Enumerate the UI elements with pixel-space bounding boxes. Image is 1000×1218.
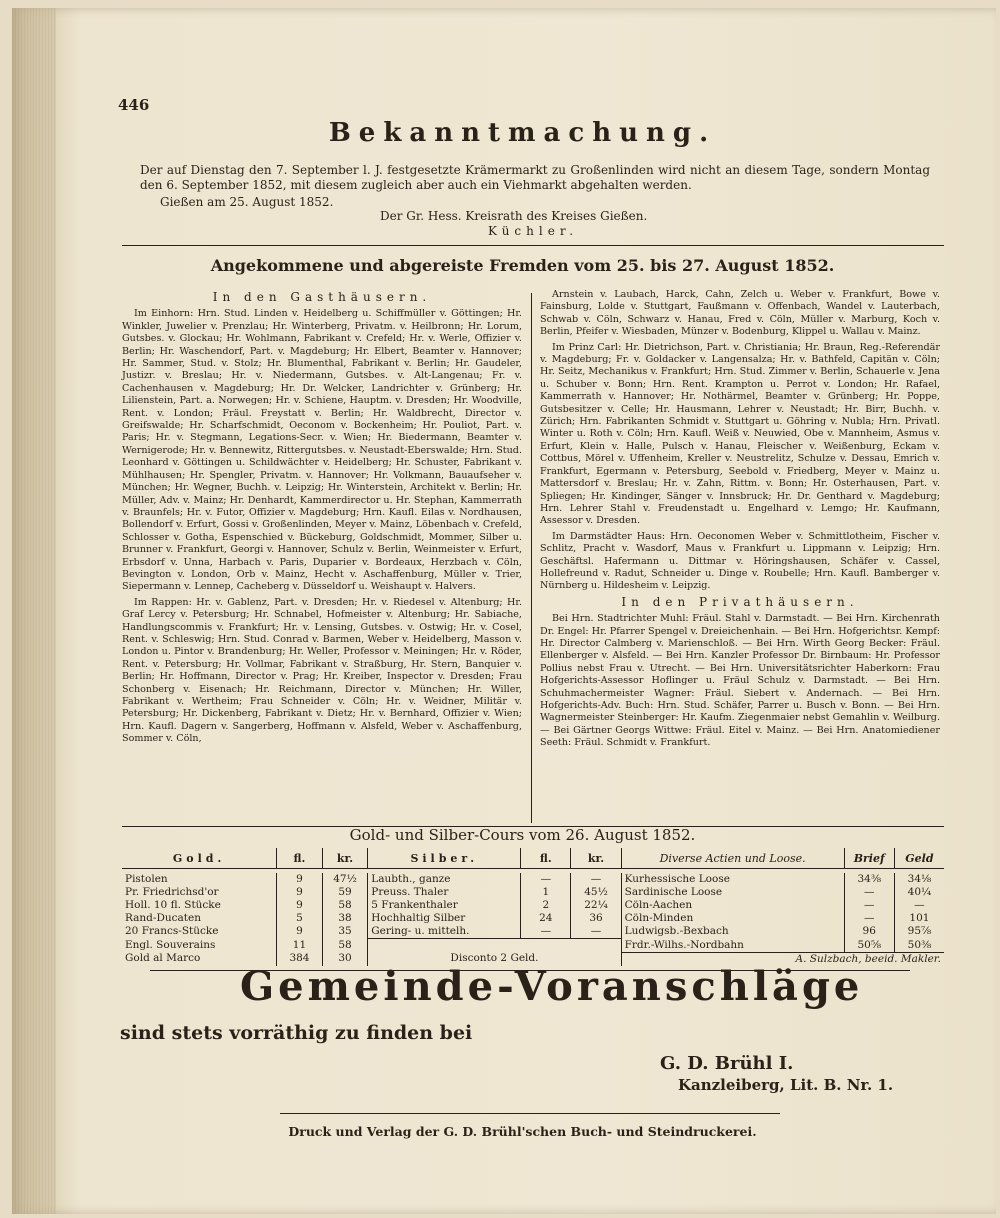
disconto-note: Disconto 2 Geld.	[368, 952, 621, 966]
advert-title: Gemeinde-Voranschläge	[240, 963, 864, 1010]
newspaper-page	[100, 85, 945, 1145]
silver-header: Silber.	[368, 848, 521, 869]
private-houses-list: Bei Hrn. Stadtrichter Muhl: Fräul. Stahl v. Darmstadt. — Bei Hrn. Kirchenrath Dr. Engel: Hr. Pfarrer Spengel v. Dreieichenhain. — Bei Hrn. Hofgerichtsr. Kempf: Hr. Director Calmberg v. Marienschloß. — Bei Hrn. Wirth Georg Becker: Fräul. Ellenberger v. Alsfeld. — Bei Hrn. Kanzler Professor Dr. Birnbaum: Hr. Professor Pollius nebst Frau v. Utrecht. — Bei Hrn. Universitätsrichter Haberkorn: Frau Hofgerichts-Assessor Hoflinger u. Fräul Schulz v. Darmstadt. — Bei Hrn. Schuhmachermeister Wagner: Fräul. Siebert v. Andernach. — Bei Hrn. Hofgerichts-Adv. Buch: Hrn. Stud. Schäfer, Parrer u. Busch v. Bonn. — Bei Hrn. Wagnermeister Steinberger: Hr. Kaufm. Ziegenmaier nebst Gemahlin v. Weilburg. — Bei Gärtner Georgs Wittwe: Fräul. Eitel v. Mainz. — Bei Hrn. Anatomiediener Seeth: Fräul. Schmidt v. Frankfurt.	[540, 613, 940, 749]
exchange-table	[122, 848, 944, 966]
book-page-edges	[12, 8, 56, 1214]
advert-line: sind stets vorräthig zu finden bei	[120, 1022, 473, 1044]
divider	[122, 245, 944, 246]
hotel-darmstaedter-haus-list: Im Darmstädter Haus: Hrn. Oeconomen Weber v. Schmittlotheim, Fischer v. Schlitz, Pracht v. Wasdorf, Maus v. Frankfurt u. Lippmann v. Leipzig; Hrn. Geschäftsl. Hafermann u. Dittmar v. Höringshausen, Schäfer v. Cassel, Hollefreund v. Radut, Schneider u. Dinge v. Roubelle; Hrn. Kaufl. Bamberger v. Nürnberg u. Hildesheim v. Leipzig.	[540, 530, 940, 592]
geld-header: Geld	[894, 848, 944, 869]
table-row: Rand-Ducaten 5 38 Hochhaltig Silber 24 36 Cöln-Minden — 101	[122, 912, 944, 925]
announcement-text: Der auf Dienstag den 7. September l. J. festgesetzte Krämermarkt zu Großenlinden wird nicht an diesem Tage, sondern Montag den 6. September 1852, mit diesem zugleich aber auch ein Viehmarkt abgehalten werden.	[140, 163, 930, 192]
broker-signature: A. Sulzbach, beeid. Makler.	[621, 952, 944, 966]
hotels-heading: In den Gasthäusern.	[212, 290, 432, 304]
table-row: Pistolen 9 47½ Laubth., ganze — — Kurhessische Loose 34⅜ 34⅛	[122, 873, 944, 886]
hotel-einhorn-list: Im Einhorn: Hrn. Stud. Linden v. Heidelberg u. Schiffmüller v. Göttingen; Hr. Winkler, Juwelier v. Prenzlau; Hr. Winterberg, Privatm. v. Heilbronn; Hr. Lorum, Gutsbes. v. Glockau; Hr. Wohlmann, Fabrikant v. Crefeld; Hr. v. Werle, Offizier v. Berlin; Hr. Waschendorf, Part. v. Magdeburg; Hr. Elbert, Beamter v. Hannover; Hr. Sammer, Stud. v. Stolz; Hr. Blumenthal, Fabrikant v. Berlin; Hr. Gaudeler, Justizr. v. Breslau; Hr. v. Niedermann, Gutsbes. v. Alt-Langenau; Fr. v. Cachenhausen v. Magdeburg; Hr. Dr. Welcker, Landrichter v. Grünberg; Hr. Lilienstein, Part. a. Norwegen; Hr. v. Schiene, Hauptm. v. Dresden; Hr. Woodville, Rent. v. London; Fräul. Freystatt v. Berlin; Hr. Waldbrecht, Director v. Greifswalde; Hr. Scharfschmidt, Oeconom v. Bockenheim; Hr. Pouliot, Part. v. Paris; Hr. v. Stegmann, Legations-Secr. v. Wien; Hr. Biedermann, Beamter v. Wernigerode; Hr. v. Bennewitz, Rittergutsbes. v. Neustadt-Eberswalde; Hrn. Stud. Leonhard v. Göttingen u. Schildwächter v. Heidelberg; Hr. Schuster, Fabrikant v. Mühlhausen; Hr. Spengler, Privatm. v. Hannover; Hr. Volkmann, Bauaufseher v. München; Hr. Wegner, Buchh. v. Leipzig; Hr. Winterstein, Architekt v. Berlin; Hr. Müller, Adv. v. Mainz; Hr. Denhardt, Kammerdirector u. Hr. Stephan, Kammerrath v. Braunfels; Hr. v. Futor, Offizier v. Magdeburg; Hrn. Kaufl. Eilas v. Nordhausen, Bollendorf v. Erfurt, Gossi v. Großenlinden, Meyer v. Mainz, Löbenbach v. Crefeld, Schlosser v. Gotha, Espenschied v. Bückeburg, Goldschmidt, Mommer, Silber u. Brunner v. Frankfurt, Georgi v. Hannover, Schulz v. Berlin, Weinmeister v. Erfurt, Erbsdorf v. Unna, Harbach v. Paris, Duparier v. Bordeaux, Herzbach v. Cöln, Bevington v. London, Orb v. Mainz, Hecht v. Aschaffenburg, Müller v. Trier, Siepermann v. Lennep, Cacheberg v. Düsseldorf u. Weishaupt v. Halvers.	[122, 308, 522, 593]
kr-header: kr.	[571, 848, 621, 869]
actien-header: Diverse Actien und Loose.	[621, 848, 844, 869]
announcement-signature: Küchler.	[488, 224, 579, 238]
announcement-place-date: Gießen am 25. August 1852.	[160, 195, 334, 209]
announcement-authority: Der Gr. Hess. Kreisrath des Kreises Gießen.	[380, 209, 648, 223]
hotel-rappen-list: Im Rappen: Hr. v. Gablenz, Part. v. Dresden; Hr. v. Riedesel v. Altenburg; Hr. Graf Lercy v. Petersburg; Hr. Schnabel, Hofmeister v. Altenburg; Hr. Sabiache, Handlungscommis v. Frankfurt; Hr. v. Lensing, Gutsbes. v. Ostwig; Hr. v. Cosel, Rent. v. Schleswig; Hrn. Stud. Conrad v. Barmen, Weber v. Heidelberg, Masson v. London u. Pintor v. Brandenburg; Hr. Weller, Professor v. Meiningen; Hr. v. Röder, Rent. v. Petersburg; Hr. Vollmar, Fabrikant v. Straßburg, Hr. Stern, Banquier v. Berlin; Hr. Hoffmann, Director v. Prag; Hr. Kreiber, Inspector v. Dresden; Frau Schonberg v. Eisenach; Hr. Reichmann, Director v. München; Hr. Willer, Fabrikant v. Wertheim; Frau Schneider v. Cöln; Hr. v. Weidner, Militär v. Petersburg; Hr. Dickenberg, Fabrikant v. Dietz; Hr. v. Bernhard, Offizier v. Wien; Hrn. Kaufl. Dagern v. Sangerberg, Hoffmann v. Alsfeld, Weber v. Aschaffenburg, Sommer v. Cöln,	[122, 596, 522, 745]
advert-firm: G. D. Brühl I.	[660, 1053, 794, 1074]
advert-address: Kanzleiberg, Lit. B. Nr. 1.	[678, 1076, 894, 1094]
brief-header: Brief	[844, 848, 894, 869]
imprint: Druck und Verlag der G. D. Brühl'schen Buch- und Steindruckerei.	[288, 1124, 757, 1139]
column-divider	[531, 293, 532, 823]
table-row: 20 Francs-Stücke 9 35 Gering- u. mittelh. — — Ludwigsb.-Bexbach 96 95⅞	[122, 925, 944, 939]
table-row: Gold al Marco 384 30 Disconto 2 Geld. A. Sulzbach, beeid. Makler.	[122, 952, 944, 966]
arrivals-title: Angekommene und abgereiste Fremden vom 25. bis 27. August 1852.	[210, 256, 835, 275]
table-row: Engl. Souverains 11 58 Frdr.-Wilhs.-Nordbahn 50⅝ 50⅜	[122, 939, 944, 953]
page-number: 446	[118, 96, 150, 114]
announcement-title: Bekanntmachung.	[328, 118, 717, 148]
table-row: Holl. 10 fl. Stücke 9 58 5 Frankenthaler 2 22¼ Cöln-Aachen — —	[122, 899, 944, 912]
table-row: Pr. Friedrichsd'or 9 59 Preuss. Thaler 1 45½ Sardinische Loose — 40¼	[122, 886, 944, 899]
kr-header: kr.	[322, 848, 368, 869]
arrivals-right-column	[540, 289, 940, 753]
fl-header: fl.	[521, 848, 571, 869]
gold-header: Gold.	[122, 848, 277, 869]
private-houses-heading: In den Privathäusern.	[621, 594, 859, 609]
arrivals-left-column	[122, 289, 522, 749]
divider	[280, 1113, 780, 1114]
rappen-continued: Arnstein v. Laubach, Harck, Cahn, Zelch u. Weber v. Frankfurt, Bowe v. Fainsburg, Lolde v. Stuttgart, Faußmann v. Offenbach, Wandel v. Lauterbach, Schwab v. Cöln, Schwarz v. Hanau, Fred v. Cöln, Müller v. Marburg, Koch v. Berlin, Pfeifer v. Wiesbaden, Münzer v. Bodenburg, Klippel u. Wallau v. Mainz.	[540, 289, 940, 338]
exchange-title: Gold- und Silber-Cours vom 26. August 1852.	[349, 826, 696, 844]
fl-header: fl.	[277, 848, 323, 869]
hotel-prinz-carl-list: Im Prinz Carl: Hr. Dietrichson, Part. v. Christiania; Hr. Braun, Reg.-Referendär v. Magdeburg; Fr. v. Goldacker v. Langensalza; Hr. v. Bathfeld, Capitän v. Cöln; Hr. Seitz, Mechanikus v. Frankfurt; Hrn. Stud. Zimmer v. Berlin, Schauerle v. Jena u. Schuber v. Bonn; Hrn. Rent. Krampton u. Perrot v. London; Hr. Rafael, Kammerrath v. Hannover; Hr. Nothärmel, Beamter v. Grünberg; Hr. Poppe, Gutsbesitzer v. Celle; Hr. Hausmann, Lehrer v. Neustadt; Hr. Birr, Buchh. v. Zürich; Hrn. Fabrikanten Schmidt v. Stuttgart u. Göhring v. Nubla; Hrn. Privatl. Winter u. Roth v. Cöln; Hrn. Kaufl. Weiß v. Neuwied, Obe v. Mannheim, Asmus v. Erfurt, Klein v. Halle, Pulsch v. Hanau, Fleischer v. Weißenburg, Eckam v. Cottbus, Mörel v. Uffenheim, Kreller v. Neustrelitz, Schulze v. Dessau, Emrich v. Frankfurt, Egermann v. Petersburg, Seebold v. Friedberg, Meyer v. Mainz u. Mattersdorf v. Breslau; Hr. v. Zahn, Rittm. v. Bonn; Hr. Osterhausen, Part. v. Spliegen; Hr. Kindinger, Sänger v. Innsbruck; Hr. Dr. Genthard v. Magdeburg; Hrn. Lehrer Stahl v. Freudenstadt u. Engelhard v. Lemgo; Hr. Kaufmann, Assessor v. Dresden.	[540, 341, 940, 527]
